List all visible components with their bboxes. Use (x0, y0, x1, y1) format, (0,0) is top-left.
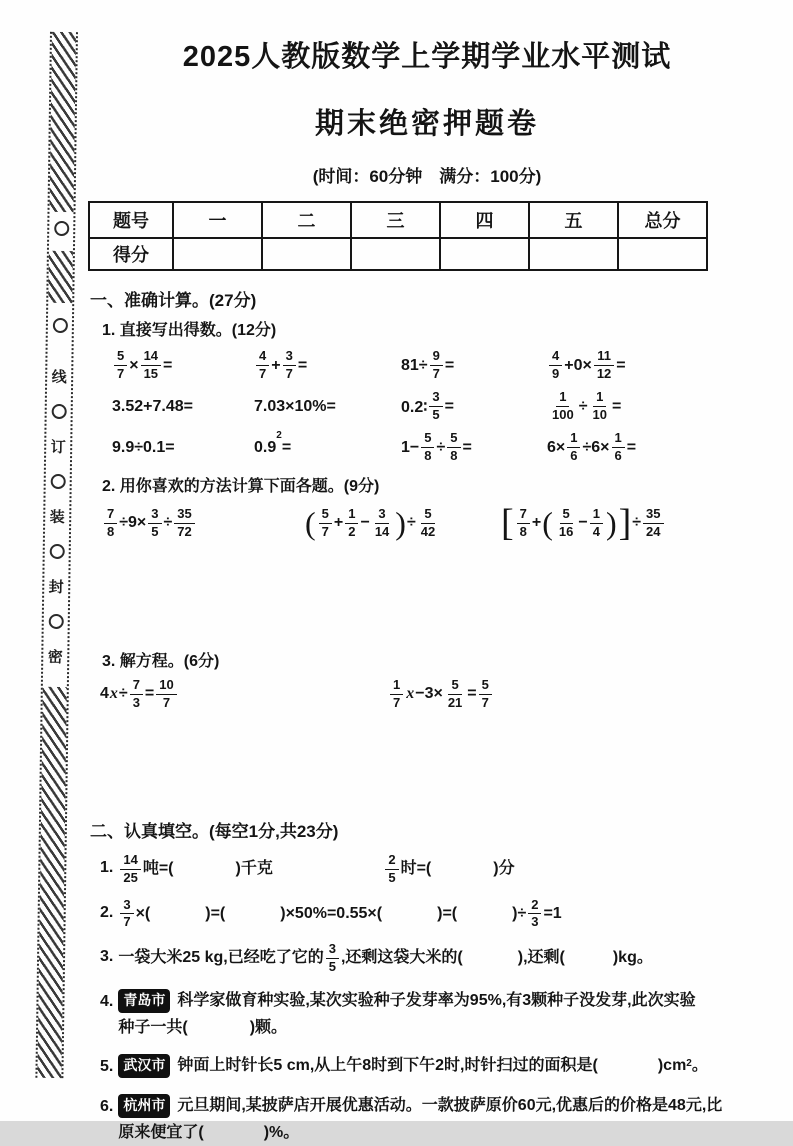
question-3 (88, 941, 766, 976)
answer-blank (598, 1065, 658, 1066)
fraction: $\frac{1}{7}$ (390, 677, 403, 712)
fraction: $\frac{5}{16}$ (558, 505, 574, 539)
fraction: $\frac{2}{5}$ (385, 852, 398, 887)
math-text: + (333, 514, 344, 531)
math-text: = (616, 356, 626, 374)
math-text: ),还剩( (517, 949, 565, 967)
score-table-header-row (89, 202, 707, 238)
math-text: − (578, 514, 588, 531)
question-6-line2 (118, 1121, 766, 1146)
city-badge-hangzhou: 杭州市 (118, 1094, 170, 1119)
oral-item (547, 346, 766, 385)
score-table-score-row (89, 238, 707, 270)
answer-blank (463, 958, 518, 959)
math-text: 。 (691, 1056, 708, 1074)
section1-part1-heading: 1. 直接写出得数。(12分) (102, 322, 277, 339)
score-table-cell: 四 (440, 202, 529, 238)
question-1-left (118, 852, 383, 887)
binding-circle (52, 318, 67, 333)
score-blank-cell (173, 238, 262, 270)
paper-content (88, 0, 766, 1146)
superscript: 2 (686, 1057, 692, 1069)
math-text: 一袋大米25 kg,已经吃了它的 (118, 949, 324, 967)
question-number: 3. (100, 948, 114, 966)
math-text: ×( (135, 904, 151, 922)
answer-blank (382, 913, 437, 914)
city-badge-wuhan: 武汉市 (118, 1054, 170, 1079)
math-text: −3× (415, 685, 443, 703)
fraction: $\frac{4}{7}$ (256, 348, 269, 383)
binding-hatch (37, 687, 66, 1078)
math-text: × (129, 356, 139, 374)
question-4 (88, 986, 766, 1041)
score-blank-cell (440, 238, 529, 270)
fraction: $\frac{35}{24}$ (643, 506, 663, 541)
section2-heading: 二、认真填空。(每空1分,共23分) (90, 821, 339, 841)
oral-calculation-grid (88, 346, 766, 467)
oral-item (547, 428, 766, 467)
fraction: $\frac{3}{5}$ (326, 941, 339, 976)
fraction: $\frac{3}{7}$ (120, 897, 133, 932)
answer-blank (174, 869, 236, 870)
question-3-line (118, 941, 766, 976)
math-text: 1− (401, 438, 420, 456)
equations-row (88, 677, 766, 712)
math-text: =1 (543, 904, 562, 922)
math-text: )×50%=0.55×( (280, 904, 383, 922)
answer-blank (150, 913, 205, 914)
fraction: $\frac{1}{100}$ (552, 389, 574, 422)
math-text: )cm (657, 1056, 687, 1074)
math-text: = (462, 438, 472, 456)
math-text: )=( (205, 904, 226, 922)
math-text: 0.2∶ (401, 398, 428, 416)
math-text: ÷ (578, 397, 588, 415)
fraction: $\frac{4}{9}$ (549, 348, 562, 383)
math-text: = (281, 438, 292, 456)
section1-part2-heading: 2. 用你喜欢的方法计算下面各题。(9分) (102, 478, 380, 495)
question-2-line (118, 897, 766, 932)
math-text: 原来便宜了( (118, 1123, 204, 1141)
score-table-cell: 一 (173, 202, 262, 238)
math-text: )颗。 (249, 1019, 288, 1037)
binding-circle (48, 614, 63, 629)
exam-info-line: (时间：60分钟 满分：100分) (312, 167, 542, 186)
fraction: $\frac{9}{7}$ (430, 348, 443, 383)
big-bracket: [ (501, 502, 514, 544)
fraction: $\frac{5}{7}$ (114, 348, 127, 383)
binding-char: 密 (47, 648, 63, 667)
math-text: ÷ (118, 685, 128, 703)
big-bracket: ) (605, 505, 617, 541)
math-text: ÷ (406, 514, 416, 531)
binding-circle (54, 221, 69, 236)
score-table-cell: 总分 (618, 202, 707, 238)
fraction: $\frac{3}{5}$ (148, 506, 161, 541)
math-text: 81÷ (401, 356, 428, 374)
oral-item (254, 387, 401, 426)
question-5 (88, 1051, 766, 1081)
answer-blank (431, 869, 493, 870)
fraction: $\frac{1}{6}$ (612, 430, 625, 465)
work-space (88, 712, 766, 802)
binding-char: 封 (48, 578, 64, 597)
binding-circle (49, 544, 64, 559)
math-text: 3.52+7.48= (112, 397, 193, 415)
methods-item (102, 504, 304, 542)
math-text: 9.9÷0.1= (112, 438, 175, 456)
math-text: = (297, 356, 308, 374)
binding-char: 订 (50, 438, 66, 457)
question-4-line2 (118, 1016, 766, 1041)
math-text: = (467, 685, 477, 703)
oral-item (401, 387, 547, 426)
variable: x (406, 685, 415, 703)
fraction: $\frac{3}{14}$ (374, 505, 390, 539)
work-space (88, 542, 766, 642)
math-text: = (626, 438, 637, 456)
math-text: 种子一共( (118, 1019, 188, 1037)
methods-row (88, 504, 766, 542)
big-bracket: ( (305, 505, 316, 541)
score-table-cell: 题号 (89, 202, 173, 238)
math-text: = (444, 356, 455, 374)
math-text: = (163, 356, 173, 374)
score-blank-cell (351, 238, 440, 270)
score-table-cell: 得分 (89, 238, 173, 270)
answer-blank (188, 1028, 250, 1029)
fraction: $\frac{5}{7}$ (319, 506, 332, 541)
answer-blank (204, 1133, 264, 1134)
fraction: $\frac{1}{2}$ (345, 506, 358, 541)
question-4-line1: 科学家做育种实验,某次实验种子发芽率为95%,有3颗种子没发芽,此次实验 (177, 991, 696, 1009)
math-text: )分 (493, 859, 515, 877)
math-text: ÷ (163, 514, 173, 531)
fraction: $\frac{7}{8}$ (517, 506, 530, 541)
methods-item (304, 504, 500, 542)
math-text: ,还剩这袋大米的( (340, 949, 463, 967)
math-text: = (611, 397, 622, 415)
math-text: ÷9× (119, 514, 147, 531)
question-5-line (177, 1054, 708, 1079)
oral-item (254, 428, 401, 467)
oral-item (547, 387, 766, 426)
fraction: $\frac{7}{8}$ (104, 506, 117, 541)
math-text: = (444, 397, 454, 415)
score-table-cell: 二 (262, 202, 351, 238)
fraction: $\frac{1}{6}$ (567, 430, 580, 465)
math-text: 6× (547, 438, 566, 456)
equation-item (100, 677, 388, 712)
oral-item (254, 346, 401, 385)
question-6-line1: 元旦期间,某披萨店开展优惠活动。一款披萨原价60元,优惠后的价格是48元,比 (177, 1096, 723, 1114)
fraction: $\frac{1}{10}$ (592, 389, 607, 422)
fraction: $\frac{3}{7}$ (283, 348, 296, 383)
superscript: 2 (276, 430, 282, 441)
section1-heading: 一、准确计算。(27分) (90, 291, 257, 310)
score-blank-cell (262, 238, 351, 270)
exam-subtitle: 期末绝密押题卷 (314, 108, 539, 140)
binding-char: 装 (49, 508, 65, 527)
fraction: $\frac{7}{3}$ (130, 677, 143, 712)
oral-item (112, 428, 254, 467)
section1-part3-heading: 3. 解方程。(6分) (102, 653, 220, 670)
math-text: 钟面上时针长5 cm,从上午8时到下午2时,时针扫过的面积是( (177, 1056, 598, 1074)
question-1 (88, 852, 766, 887)
fraction: $\frac{5}{21}$ (447, 677, 463, 710)
exam-title: 2025人教版数学上学期学业水平测试 (182, 41, 672, 73)
math-text: 7.03×10%= (254, 397, 336, 415)
answer-blank (457, 913, 512, 914)
fraction: $\frac{2}{3}$ (528, 897, 541, 932)
score-table (88, 201, 708, 271)
fraction: $\frac{5}{8}$ (421, 430, 434, 465)
oral-item (401, 428, 547, 467)
math-text: 0.9 (254, 438, 277, 456)
math-text: )÷ (512, 904, 527, 922)
score-table-cell: 三 (351, 202, 440, 238)
fraction: $\frac{1}{4}$ (590, 506, 603, 541)
math-text: )kg。 (612, 949, 653, 967)
math-text: +0× (564, 356, 592, 374)
math-text: + (531, 514, 542, 531)
question-number: 2. (100, 903, 114, 921)
math-text: 时=( (400, 859, 432, 877)
math-text: 4 (100, 685, 109, 703)
math-text: ÷ (436, 438, 446, 456)
math-text: + (271, 356, 281, 374)
methods-item (500, 504, 666, 542)
fraction: $\frac{5}{42}$ (420, 505, 436, 539)
question-number: 6. (100, 1097, 114, 1115)
fraction: $\frac{5}{7}$ (479, 677, 492, 712)
binding-char: 线 (51, 368, 67, 387)
question-1-right (383, 852, 514, 887)
math-text: ÷ (632, 514, 642, 531)
fraction: $\frac{14}{25}$ (120, 852, 140, 887)
big-bracket: ( (542, 505, 553, 541)
score-table-cell: 五 (529, 202, 618, 238)
fraction: $\frac{3}{5}$ (429, 389, 442, 424)
big-bracket: ] (618, 502, 632, 544)
fraction: $\frac{35}{72}$ (174, 506, 194, 541)
binding-circle (50, 474, 65, 489)
math-text: )%。 (263, 1123, 300, 1141)
score-blank-cell (618, 238, 707, 270)
math-text: ÷6× (582, 438, 610, 456)
math-text: )千克 (235, 859, 273, 877)
fraction: $\frac{11}{12}$ (594, 348, 614, 383)
question-number: 1. (100, 858, 114, 876)
math-text: 吨=( (142, 859, 174, 877)
binding-hatch (49, 32, 76, 212)
score-blank-cell (529, 238, 618, 270)
fraction: $\frac{10}{7}$ (156, 677, 176, 712)
variable: x (109, 685, 118, 703)
answer-blank (225, 913, 280, 914)
oral-item (112, 346, 254, 385)
binding-circle (51, 404, 66, 419)
fraction: $\frac{5}{8}$ (447, 430, 460, 465)
question-6 (88, 1091, 766, 1146)
oral-item (401, 346, 547, 385)
binding-strip (35, 32, 78, 1078)
math-text: = (144, 685, 155, 703)
city-badge-qingdao: 青岛市 (118, 989, 170, 1014)
binding-hatch (48, 251, 73, 303)
oral-item (112, 387, 254, 426)
question-number: 4. (100, 993, 114, 1011)
big-bracket: ) (395, 505, 406, 541)
question-number: 5. (100, 1057, 114, 1075)
fraction: $\frac{14}{15}$ (141, 348, 161, 383)
answer-blank (565, 958, 613, 959)
equation-item (388, 677, 494, 712)
math-text: − (360, 514, 370, 531)
question-2 (88, 897, 766, 932)
math-text: )=( (437, 904, 458, 922)
